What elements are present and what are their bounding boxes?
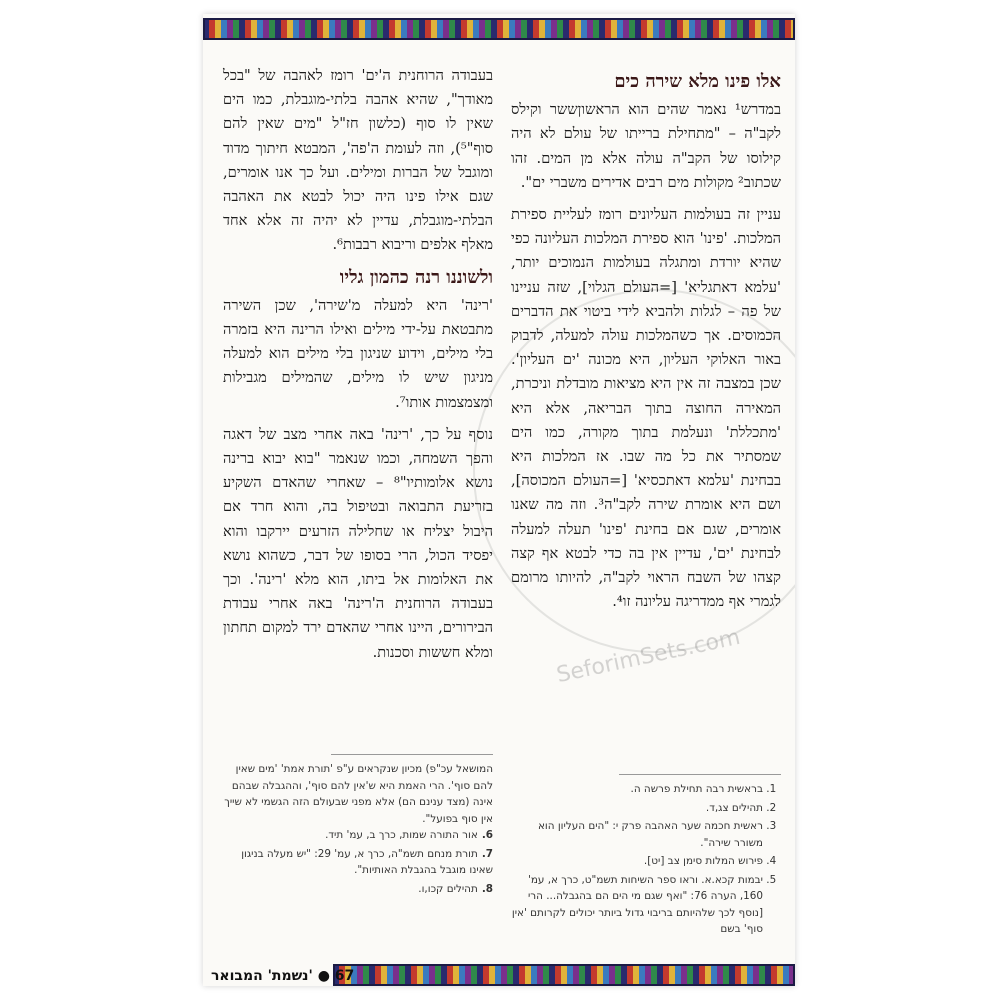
footnote-text: תורת מנחם תשמ"ה, כרך א, עמ' 29: "יש מעלה בניגון שאינו מוגבל בהגבלת האותיות". [241,847,493,876]
footnotes-left [223,754,493,899]
footnote [223,881,493,898]
footnote-rule [619,774,781,775]
paragraph: נוסף על כך, 'רינה' באה אחרי מצב של דאגה והפך השמחה, וכמו שנאמר "בוא יבוא ברינה נושא אלומותיו"⁸ – שאחרי שהאדם השקיע בזריעת התבואה ובטיפול בה, והוא חרד אם היבול יצליח או שחלילה הזרעים יירקבו והוא יפסיד הכול, הרי בסופו של דבר, כשהוא נושא את האלומות אל ביתו, הוא מלא 'רינה'. וכך בעבודה הרוחנית ה'רינה' באה אחרי עבודת הבירורים, היינו אחרי שהאדם ירד למקום תחתון ומלא חששות וסכנות. [223,425,493,661]
section-title-2: ולשוננו רנה כהמון גליו [339,266,493,288]
paragraph: במדרש¹ נאמר שהים הוא הראשוןששר וקילס לקב"ה – "מתחילת ברייתו של עולם לא היה קילוסו של הקב"ה עולה אלא מן המים. זהו שכתוב² מקולות מים רבים אדירים משברי ים". [511,101,781,191]
right-column [511,64,781,622]
paragraph: עניין זה בעולמות העליונים רומז לעליית ספירת המלכות. 'פינו' הוא ספירת המלכות העליונה כפי שהיא יורדת ומתגלה בעולמות הנמוכים יותר, 'עלמא דאתגליא' [=העולם הגלוי], שזה עניינו של פה – לגלות ולהביא לידי ביטוי את הדברים הכמוסים. אך כשהמלכות עולה למעלה, לדבוק באור האלוקי העליון, היא מכונה 'ים העליון'. שכן במצבה זה אין היא מציאות מובדלת וניכרת, המאירה החוצה בתוך הבריאה, אלא היא 'מתכללת' ונעלמת בתוך מקורה, כמו הים שמסתיר את כל מה שבו. אז המלכות היא בבחינת 'עלמא דאתכסיא' [=העולם המכוסה], ושם היא אומרת שירה לקב"ה³. וזה מה שאנו אומרים, שגם אם בחינת 'פינו' תעלה למעלה לבחינת 'ים', עדיין אין בה כדי לבטא אף קצה קצהו של השבח הראוי לקב"ה, להיותו מרומם לגמרי אף ממדריגה עליונה זו⁴. [511,206,781,611]
page-number: 67 [334,968,355,984]
section-title-1: אלו פינו מלא שירה כים [614,71,781,92]
watermark-text: SeforimSets.com [554,624,743,689]
book-page [203,14,795,986]
decorative-border-bottom [333,964,795,986]
running-title: 'נשמת' המבואר [211,968,313,984]
footnote-number: 7. [481,847,493,860]
footnote-text: אור התורה שמות, כרך ב, עמ' תיד. [325,829,478,841]
footnotes-right [511,774,781,940]
footnote-list [511,781,781,938]
footnote: 2. תהילים צג,ד. [511,800,763,817]
left-column [223,64,493,673]
decorative-border-top [203,18,795,40]
bullet: ● [312,968,330,984]
footnote: 5. יבמות קכא.א. וראו ספר השיחות תשמ"ט, כרך א, עמ' 160, הערה 76: "ואף שגם מי הים הם בהגבלה... הרי [נוסף לכך שלהיותם בריבוי גדול ביותר יכולים לקרותם 'אין סוף' בשם [511,872,763,938]
paragraph: בעבודה הרוחנית ה'ים' רומז לאהבה של "בכל מאודך", שהיא אהבה בלתי-מוגבלת, כמו הים שאין לו סוף (כלשון חז"ל "מים שאין להם סוף"⁵), וזה לעומת ה'פה', המבטא חיתוך מדוד ומוגבל של הברות ומילים. ועל כך אנו אומרים, שגם אילו פינו היה יכול לבטא את האהבה הבלתי-מוגבלת, עדיין לא יהיה זה אלא אחד מאלף אלפים וריבוא רבבות⁶. [223,67,493,254]
footnote-list [223,827,493,897]
footnote [223,827,493,844]
footnote-text: תהילים קכו,ו. [418,882,478,895]
footnote: 4. פירוש המלות סימן צב [יט]. [511,853,763,870]
footnote-continuation: המושאל עכ"פ) מכיון שנקראים ע"פ 'תורת אמת' 'מים שאין להם סוף'. הרי האמת היא ש'אין להם סוף', וההגבלה שבהם אינה (מצד ענינם הם) אלא מפני שבעולם הזה הגשמי לא שייך אין סוף בפועל". [224,763,493,825]
footnote-number: 6. [481,829,493,841]
footnote [223,846,493,879]
footnote: 1. בראשית רבה תחילת פרשה ה. [511,781,763,798]
running-head [211,968,354,984]
footnote: 3. ראשית חכמה שער האהבה פרק י: "הים העליון הוא משורר שירה". [511,818,763,851]
paragraph: 'רינה' היא למעלה מ'שירה', שכן השירה מתבטאת על-ידי מילים ואילו הרינה היא בזמרה בלי מילים, וידוע שניגון בלי מילים הוא למעלה מניגון שיש לו מילים, שהמילים מגבילות ומצמצמות אותו⁷. [223,296,493,411]
footnote-rule [331,754,493,755]
footnote-number: 8. [481,882,493,895]
